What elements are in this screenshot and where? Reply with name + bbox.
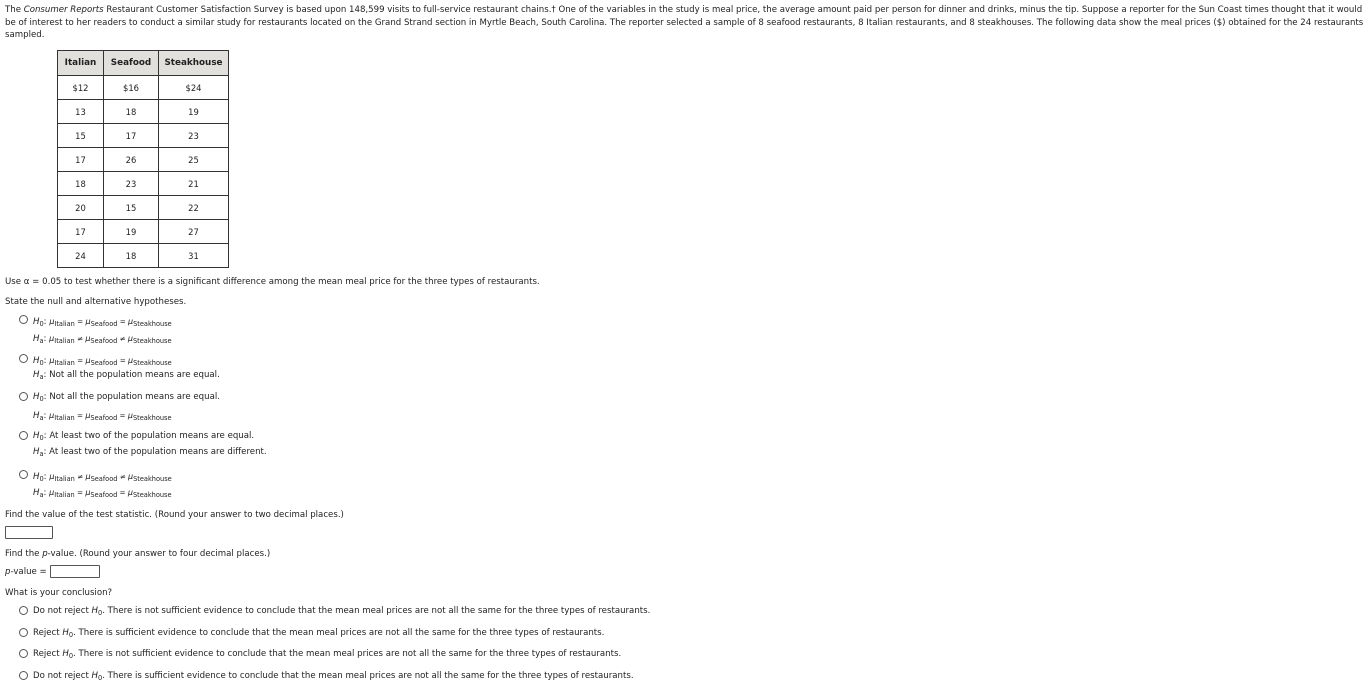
conclusion-option-4-radio[interactable] [19, 671, 28, 680]
meal-price-table [57, 50, 229, 268]
pvalue-input[interactable] [50, 565, 100, 578]
table-row [58, 172, 229, 196]
hypothesis-option-2-h0: $H_0$: $\mu_{Italian} = \mu_{Seafood} = \mu_{Steakhouse}$ [33, 356, 172, 367]
table-cell: $24 [159, 76, 229, 100]
conclusion-option-3-radio[interactable] [19, 649, 28, 658]
intro-text-1: The [5, 5, 24, 15]
conclusion-option-4-label: Do not reject $H_0$. There is sufficient evidence to conclude that the mean meal prices are not all the same for the three types of restaurants. [33, 671, 634, 682]
table-cell: 24 [58, 244, 104, 268]
table-cell: 17 [58, 220, 104, 244]
hypothesis-option-2-radio[interactable] [19, 354, 28, 363]
table-cell: 22 [159, 196, 229, 220]
conclusion-option-2-label: Reject $H_0$. There is sufficient evidence to conclude that the mean meal prices are not all the same for the three types of restaurants. [33, 628, 605, 639]
table-cell: 15 [58, 124, 104, 148]
table-cell: 18 [104, 244, 159, 268]
table-cell: 31 [159, 244, 229, 268]
test-statistic-input[interactable] [5, 526, 53, 539]
intro-italic-title: Consumer Reports [23, 5, 104, 15]
table-cell: $12 [58, 76, 104, 100]
table-header-row [58, 51, 229, 76]
table-cell: 23 [104, 172, 159, 196]
intro-text-2: Restaurant Customer Satisfaction Survey is based upon 148,599 visits to full-service restaurant chains.† One of the variables in the study is meal price, the average amount paid per person for dinner and drinks, minus the tip. Suppose a reporter for the Sun Coast times thought that it would be of interest to her readers to conduct a similar study for restaurants located on the Grand Strand section in Myrtle Beach, South Carolina. The reporter selected a sample of 8 seafood restaurants, 8 Italian restaurants, and 8 steakhouses. The following data show the meal prices ($) obtained for the 24 restaurants sampled. [5, 5, 1364, 40]
table-cell: 27 [159, 220, 229, 244]
hypothesis-option-1-ha: $H_a$: $\mu_{Italian} \ne \mu_{Seafood} \ne \mu_{Steakhouse}$ [33, 334, 172, 345]
header-seafood: Seafood [104, 51, 159, 76]
conclusion-option-2-radio[interactable] [19, 628, 28, 637]
pvalue-prompt: Find the p-value. (Round your answer to four decimal places.) [5, 549, 271, 559]
hypothesis-option-5-h0: $H_0$: $\mu_{Italian} \ne \mu_{Seafood} \ne \mu_{Steakhouse}$ [33, 472, 172, 483]
hypothesis-option-4-h0: $H_0$: At least two of the population means are equal. [33, 431, 255, 442]
table-cell: $16 [104, 76, 159, 100]
table-cell: 15 [104, 196, 159, 220]
hypothesis-option-3-radio[interactable] [19, 392, 28, 401]
conclusion-option-1-label: Do not reject $H_0$. There is not sufficient evidence to conclude that the mean meal prices are not all the same for the three types of restaurants. [33, 606, 651, 617]
hypothesis-option-2-ha: $H_a$: Not all the population means are equal. [33, 370, 220, 381]
hypothesis-option-5-radio[interactable] [19, 470, 28, 479]
table-row [58, 196, 229, 220]
table-row [58, 220, 229, 244]
hypothesis-option-5-ha: $H_a$: $\mu_{Italian} = \mu_{Seafood} = \mu_{Steakhouse}$ [33, 488, 172, 499]
table-cell: 25 [159, 148, 229, 172]
hypothesis-option-3-ha: $H_a$: $\mu_{Italian} = \mu_{Seafood} = \mu_{Steakhouse}$ [33, 411, 172, 422]
table-row [58, 124, 229, 148]
table-cell: 20 [58, 196, 104, 220]
conclusion-option-3-label: Reject $H_0$. There is not sufficient evidence to conclude that the mean meal prices are not all the same for the three types of restaurants. [33, 649, 622, 660]
table-cell: 18 [58, 172, 104, 196]
hypothesis-option-1-radio[interactable] [19, 315, 28, 324]
header-italian: Italian [58, 51, 104, 76]
table-cell: 19 [104, 220, 159, 244]
alpha-instruction: Use α = 0.05 to test whether there is a significant difference among the mean meal price for the three types of restaurants. [5, 277, 540, 287]
hypothesis-option-1-h0: $H_0$: $\mu_{Italian} = \mu_{Seafood} = \mu_{Steakhouse}$ [33, 317, 172, 328]
table-cell: 26 [104, 148, 159, 172]
table-cell: 18 [104, 100, 159, 124]
hypothesis-option-4-ha: $H_a$: At least two of the population means are different. [33, 447, 267, 458]
table-cell: 23 [159, 124, 229, 148]
table-row [58, 148, 229, 172]
table-cell: 17 [58, 148, 104, 172]
pvalue-label: p-value = [5, 567, 47, 577]
header-steakhouse: Steakhouse [159, 51, 229, 76]
table-row [58, 244, 229, 268]
test-statistic-prompt: Find the value of the test statistic. (Round your answer to two decimal places.) [5, 510, 344, 520]
hypothesis-option-3-h0: $H_0$: Not all the population means are equal. [33, 392, 220, 403]
table-cell: 13 [58, 100, 104, 124]
table-cell: 19 [159, 100, 229, 124]
hypothesis-option-4-radio[interactable] [19, 431, 28, 440]
table-cell: 17 [104, 124, 159, 148]
table-cell: 21 [159, 172, 229, 196]
hypotheses-prompt: State the null and alternative hypotheses. [5, 297, 187, 307]
conclusion-option-1-radio[interactable] [19, 606, 28, 615]
table-row [58, 76, 229, 100]
conclusion-prompt: What is your conclusion? [5, 588, 113, 598]
intro-paragraph [5, 4, 1367, 42]
table-row [58, 100, 229, 124]
